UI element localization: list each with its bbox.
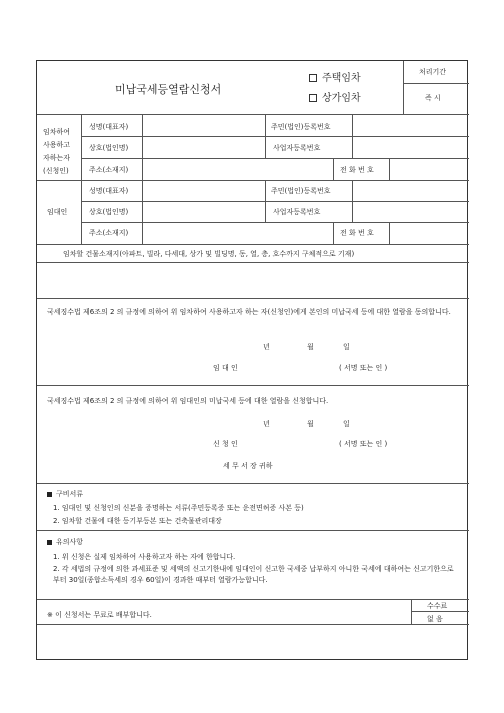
consent-date-month: 월 [307, 343, 314, 351]
applicant-phone-field[interactable] [390, 159, 468, 179]
applicant-id-field[interactable] [353, 115, 468, 136]
required-doc-item-2: 2. 임차할 건물에 대한 등기부등본 또는 건축물관리대장 [53, 517, 222, 525]
consent-signature-note: ( 서명 또는 인 ) [339, 364, 388, 372]
divider [333, 158, 334, 180]
applicant-section-label-4: (신청인) [43, 167, 69, 175]
divider [333, 222, 334, 244]
fee-value: 없 음 [427, 615, 443, 623]
property-address-field[interactable] [38, 263, 468, 297]
applicant-address-label: 주소(소재지) [89, 166, 129, 174]
option-residential-lease[interactable] [309, 74, 361, 84]
option-residential-label: 주택임차 [322, 73, 361, 84]
landlord-address-field[interactable] [143, 223, 333, 243]
divider [37, 624, 469, 625]
request-text: 국세징수법 제6조의 2 의 규정에 의하여 위 임대인의 미납국세 등에 대한 열람을 신청합니다. [47, 397, 329, 405]
divider [37, 483, 469, 484]
checkbox-residential[interactable] [309, 74, 317, 82]
applicant-business-number-field[interactable] [353, 137, 468, 157]
landlord-business-name-label: 상호(법인명) [89, 208, 129, 216]
request-recipient: 세 무 서 장 귀하 [223, 462, 273, 470]
bullet-square-icon [47, 540, 52, 545]
divider [37, 530, 469, 531]
divider [411, 611, 469, 612]
landlord-business-name-field[interactable] [143, 202, 265, 221]
option-commercial-lease[interactable] [309, 94, 361, 104]
property-address-instruction: 임차할 건물소재지(아파트, 빌라, 다세대, 상가 및 빌딩명, 동, 열, 층, 호수까지 구체적으로 기재) [63, 250, 355, 258]
divider [81, 114, 82, 244]
required-docs-heading [47, 491, 83, 498]
applicant-business-name-field[interactable] [143, 137, 265, 157]
consent-signer: 임 대 인 [213, 364, 238, 372]
divider [403, 83, 469, 84]
checkbox-commercial[interactable] [309, 94, 317, 102]
landlord-name-label: 성명(대표자) [89, 187, 129, 195]
divider [403, 61, 404, 114]
consent-date-day: 일 [343, 343, 350, 351]
landlord-address-label: 주소(소재지) [89, 229, 129, 237]
consent-text: 국세징수법 제6조의 2 의 규정에 의하여 위 임차하여 사용하고자 하는 자(신청인)에게 본인의 미납국세 등에 대한 열람을 동의합니다. [47, 308, 451, 316]
applicant-business-name-label: 상호(법인명) [89, 144, 129, 152]
applicant-name-field[interactable] [143, 115, 265, 136]
landlord-phone-label: 전 화 번 호 [340, 229, 374, 237]
notes-heading-text: 유의사항 [56, 538, 84, 546]
required-doc-item-1: 1. 임대인 및 신청인의 신분을 증명하는 서류(주민등록증 또는 운전면허증 사본 등) [53, 504, 304, 512]
required-docs-heading-text: 구비서류 [56, 490, 84, 498]
applicant-section-label-2: 사용하고 [43, 141, 71, 149]
note-item-1: 1. 위 신청은 실제 임차하여 사용하고자 하는 자에 한합니다. [53, 553, 236, 561]
form-title: 미납국세등열람신청서 [115, 83, 222, 96]
processing-period-value: 즉 시 [425, 94, 441, 102]
divider [37, 385, 469, 386]
bullet-square-icon [47, 492, 52, 497]
note-item-2: 2. 각 세법의 규정에 의한 과세표준 및 세액의 신고기한내에 임대인이 신고한 국세중 납부하지 아니한 국세에 대하여는 신고기한으로부터 30일(종합소득세의 경우 60일)이 경과한 때부터 열람가능합니다. [53, 565, 454, 584]
request-signature-note: ( 서명 또는 인 ) [339, 440, 388, 448]
application-form [36, 60, 468, 660]
applicant-section-label-3: 자하는자 [43, 154, 71, 162]
applicant-address-field[interactable] [143, 159, 333, 179]
applicant-phone-label: 전 화 번 호 [340, 166, 374, 174]
consent-date-year: 년 [263, 343, 270, 351]
landlord-id-field[interactable] [353, 181, 468, 201]
landlord-section-label: 임대인 [47, 208, 68, 216]
landlord-business-number-field[interactable] [353, 202, 468, 221]
applicant-name-label: 성명(대표자) [89, 123, 129, 131]
request-date-month: 월 [307, 420, 314, 428]
landlord-name-field[interactable] [143, 181, 265, 201]
applicant-section-label-1: 임차하여 [43, 128, 71, 136]
request-signer: 신 청 인 [213, 440, 238, 448]
divider [37, 244, 469, 245]
landlord-business-number-label: 사업자등록번호 [273, 208, 321, 216]
landlord-phone-field[interactable] [390, 223, 468, 243]
divider [37, 298, 469, 299]
request-date-year: 년 [263, 420, 270, 428]
landlord-id-label: 주민(법인)등록번호 [271, 187, 331, 195]
footer-note: ※ 이 신청서는 무료로 배부합니다. [47, 611, 152, 619]
applicant-id-label: 주민(법인)등록번호 [271, 123, 331, 131]
option-commercial-label: 상가임차 [322, 93, 361, 104]
request-date-day: 일 [343, 420, 350, 428]
fee-label: 수수료 [427, 602, 448, 610]
divider [37, 599, 469, 600]
applicant-business-number-label: 사업자등록번호 [273, 144, 321, 152]
processing-period-label: 처리기간 [419, 68, 447, 76]
notes-heading [47, 539, 83, 546]
